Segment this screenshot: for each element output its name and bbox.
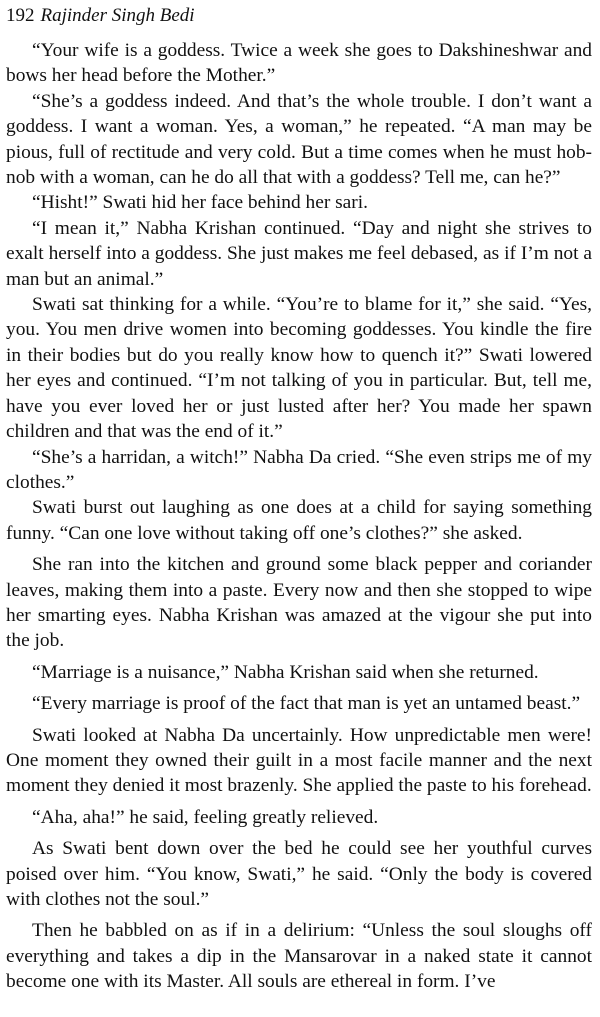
book-page bbox=[6, 0, 592, 1017]
body-text bbox=[6, 38, 592, 995]
paragraph-13: As Swati bent down over the bed he could see her youthful curves poised over him. “You know, Swati,” he said. “Only the body is covered with clothes not the soul.” bbox=[6, 838, 592, 910]
paragraph-6: “She’s a harridan, a witch!” Nabha Da cried. “She even strips me of my clothes.” bbox=[6, 446, 592, 493]
paragraph-2: “She’s a goddess indeed. And that’s the whole trouble. I don’t want a goddess. I want a woman. Yes, a woman,” he repeated. “A man may be pious, full of rectitude and very cold. But a time comes when he must hob-nob with a woman, can he do all that with a goddess? Tell me, can he?” bbox=[6, 90, 592, 189]
paragraph-1: “Your wife is a goddess. Twice a week she goes to Dakshineshwar and bows her head before the Mother.” bbox=[6, 40, 592, 87]
paragraph-5: Swati sat thinking for a while. “You’re to blame for it,” she said. “Yes, you. You men drive women into becoming goddesses. You kindle the fire in their bodies but do you really know how to quench it?” Swati lowered her eyes and continued. “I’m not talking of you in particular. But, tell me, have you ever loved her or just lusted after her? You made her spawn children and that was the end of it.” bbox=[6, 294, 592, 443]
paragraph-9: “Marriage is a nuisance,” Nabha Krishan said when she returned. bbox=[32, 661, 539, 683]
paragraph-7: Swati burst out laughing as one does at a child for saying something funny. “Can one love without taking off one’s clothes?” she asked. bbox=[6, 497, 592, 544]
paragraph-3: “Hisht!” Swati hid her face behind her sari. bbox=[32, 192, 368, 214]
paragraph-8: She ran into the kitchen and ground some black pepper and coriander leaves, making them into a paste. Every now and then she stopped to wipe her smarting eyes. Nabha Krishan was amazed at the vigour she put into the job. bbox=[6, 554, 592, 652]
paragraph-4: “I mean it,” Nabha Krishan continued. “Day and night she strives to exalt herself into a goddess. She just makes me feel debased, as if I’m not a man but an animal.” bbox=[6, 217, 592, 290]
running-author: Rajinder Singh Bedi bbox=[40, 5, 195, 26]
paragraph-11: Swati looked at Nabha Da uncertainly. How unpredictable men were! One moment they owned their guilt in a most facile manner and the next moment they denied it most brazenly. She applied the paste to his forehead. bbox=[6, 724, 592, 797]
page-number: 192 bbox=[6, 5, 35, 26]
paragraph-12: “Aha, aha!” he said, feeling greatly relieved. bbox=[32, 806, 379, 828]
paragraph-10: “Every marriage is proof of the fact that man is yet an untamed beast.” bbox=[32, 693, 581, 715]
running-header bbox=[6, 4, 195, 28]
paragraph-14: Then he babbled on as if in a delirium: “Unless the soul sloughs off everything and takes a dip in the Mansarovar in a naked state it cannot become one with its Master. All souls are ethereal in form. I’ve bbox=[6, 920, 592, 993]
